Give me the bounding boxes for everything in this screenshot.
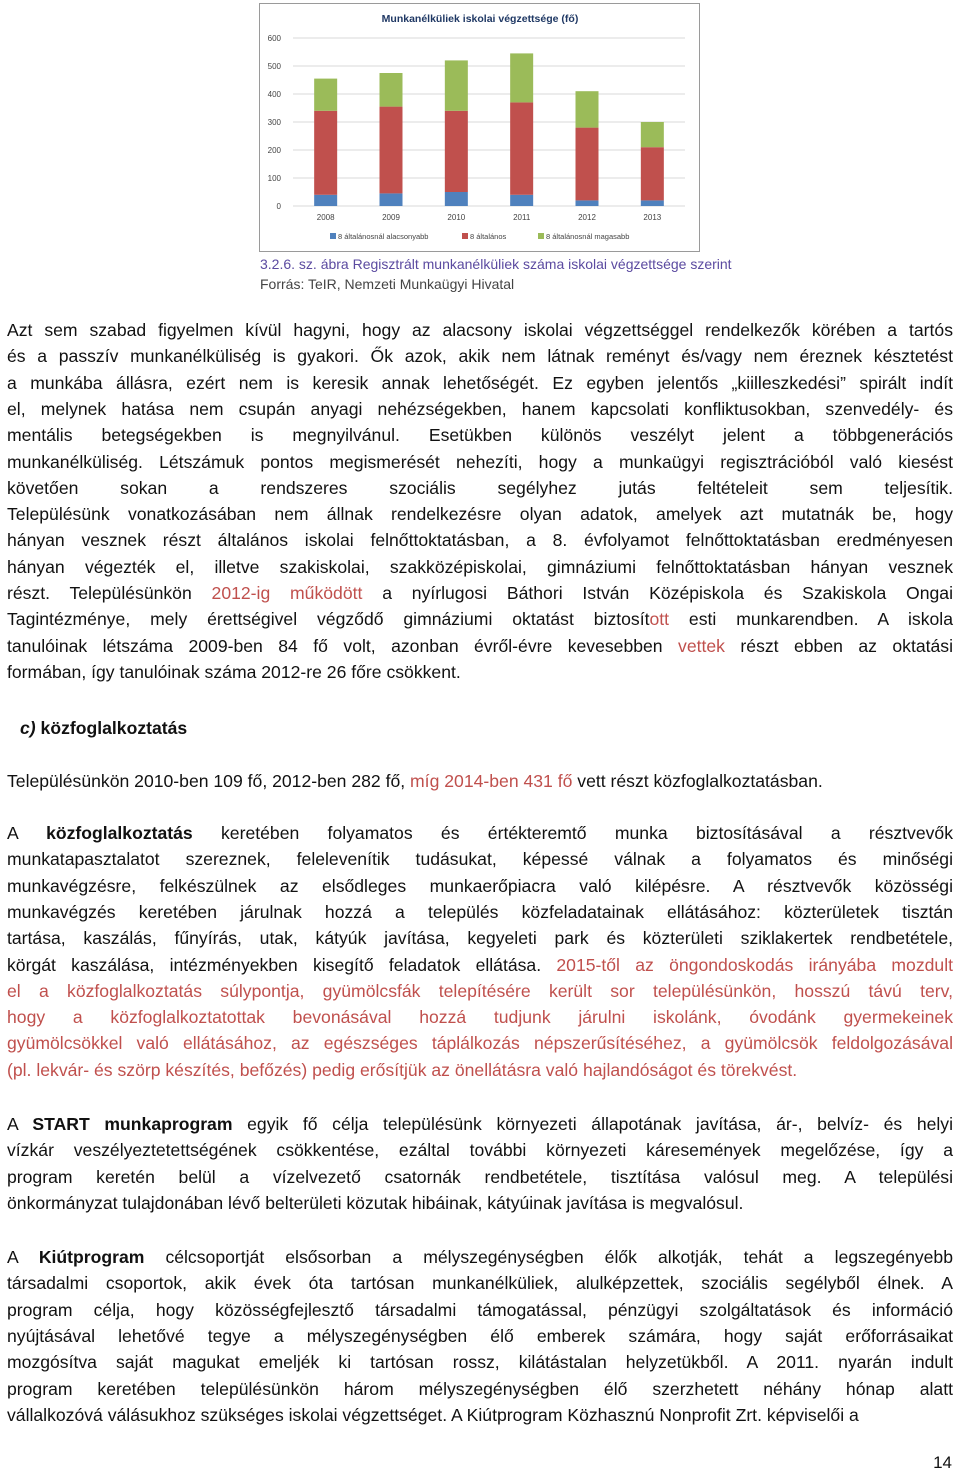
figure-caption: 3.2.6. sz. ábra Regisztrált munkanélküliek száma iskolai végzettsége szerint bbox=[260, 256, 732, 272]
x-tick-label: 2012 bbox=[578, 213, 596, 222]
text-run: program célja, hogy közösségfejlesztő társadalmi támogatással, pénzügyi szolgáltatások és információ bbox=[7, 1299, 953, 1320]
text-line bbox=[7, 1402, 953, 1428]
text-run: a nyírlugosi Báthori István Középiskola és Szakiskola Ongai bbox=[362, 583, 953, 603]
text-line bbox=[7, 1137, 953, 1163]
text-line bbox=[7, 1270, 953, 1296]
bar-segment-2011-s0 bbox=[510, 195, 533, 206]
text-line bbox=[7, 899, 953, 925]
text-run: hányan vesznek részt általános iskolai felnőttoktatásban, a 8. évfolyamot felnőttoktatásban eredményesen bbox=[7, 530, 953, 551]
bar-segment-2008-s0 bbox=[314, 195, 337, 206]
y-tick-label: 0 bbox=[276, 202, 281, 211]
text-run: munkanélküliség. Létszámuk pontos megismerését nehezíti, hogy a munkaügyi regisztrációból való kiesést bbox=[7, 451, 953, 472]
text-line bbox=[7, 317, 953, 343]
text-line bbox=[7, 1349, 953, 1375]
bar-segment-2013-s2 bbox=[641, 122, 664, 147]
text-line bbox=[7, 422, 953, 448]
text-run: társadalmi csoportok, akik évek óta tartósan munkanélküliek, alulképzettek, szociális segélyből élnek. A bbox=[7, 1273, 953, 1294]
text-run: nyújtásával lehetővé tegye a mélyszegénységben élő emberek számára, hogy saját erőforrásaikat bbox=[7, 1325, 953, 1346]
text-line bbox=[7, 768, 953, 794]
text-line bbox=[7, 873, 953, 899]
text-line bbox=[7, 846, 953, 872]
text-run: körgát kaszálása, intézményekben kisegítő feladatok ellátása. bbox=[7, 954, 557, 975]
text-run: esti munkarendben. A iskola bbox=[669, 609, 953, 630]
text-line bbox=[7, 978, 953, 1004]
bar-segment-2013-s1 bbox=[641, 147, 664, 200]
text-line bbox=[7, 370, 953, 396]
text-run: Kiútprogram bbox=[38, 1247, 145, 1267]
bar-segment-2008-s2 bbox=[314, 79, 337, 111]
text-run: munkatapasztalatot szereznek, felelevenítik tudásukat, képessé válnak a folyamatos és minőségi bbox=[7, 849, 953, 870]
legend-swatch bbox=[538, 233, 544, 239]
x-tick-label: 2009 bbox=[382, 213, 400, 222]
legend-label: 8 általánosnál alacsonyabb bbox=[338, 232, 429, 241]
text-line bbox=[7, 925, 953, 951]
text-run: a munkába állásra, ezért nem is keresik annak lehetőségét. Ez egyben jelentős „kiilleszkedési” spirált indít bbox=[7, 372, 953, 393]
text-run: 2012-ig működött bbox=[211, 583, 363, 603]
bar-segment-2012-s2 bbox=[576, 91, 599, 127]
text-line bbox=[7, 449, 953, 475]
section-heading-kozfoglalkoztatas bbox=[20, 715, 187, 741]
text-line bbox=[7, 396, 953, 422]
text-run: munkavégzésre, felkészülnek az elsődleges munkaerőpiacra való kilépésre. A résztvevők közösségi bbox=[7, 875, 953, 896]
text-run: munkavégzés keretében járulnak hozzá a település közfeladatainak ellátásához: közterületek tisztán bbox=[7, 901, 953, 922]
text-line bbox=[7, 820, 953, 846]
y-tick-label: 200 bbox=[267, 146, 281, 155]
y-tick-label: 600 bbox=[267, 34, 281, 43]
text-line bbox=[7, 527, 953, 553]
text-run: vállalkozóvá válásukhoz szükséges iskolai végzettséget. A Kiútprogram Közhasznú Nonprofit Zrt. képviselői a bbox=[7, 1404, 859, 1425]
text-run: míg 2014-ben 431 fő bbox=[410, 771, 573, 791]
text-run: közfoglalkoztatás bbox=[46, 823, 193, 843]
legend-label: 8 általánosnál magasabb bbox=[546, 232, 630, 241]
text-run: mozgósítva saját magukat emeljék ki tartósan rossz, kilátástalan helyzetükből. A 2011. nyarán indult bbox=[7, 1352, 953, 1373]
y-tick-label: 100 bbox=[267, 174, 281, 183]
y-tick-label: 300 bbox=[267, 118, 281, 127]
text-run: vízkár veszélyeztetettségének csökkentése, ezáltal további környezeti káresemények megelőzése, így a bbox=[7, 1140, 953, 1161]
chart-figure bbox=[259, 3, 700, 252]
text-run: tartása, kaszálás, fűnyírás, utak, kátyúk javítása, kegyeleti park és közterületi sziklakertek rendbetétele, bbox=[7, 928, 953, 949]
text-line bbox=[7, 952, 953, 978]
stacked-bar-chart bbox=[260, 4, 701, 253]
text-line bbox=[7, 1111, 953, 1137]
y-tick-label: 400 bbox=[267, 90, 281, 99]
text-run: célcsoportját elsősorban a mélyszegénységben élők alkotják, tehát a legszegényebb bbox=[144, 1247, 954, 1267]
text-run: részt. Településünkön bbox=[7, 583, 212, 603]
bar-segment-2009-s0 bbox=[380, 193, 403, 206]
bar-segment-2008-s1 bbox=[314, 111, 337, 195]
text-line bbox=[7, 606, 953, 632]
text-line bbox=[7, 1376, 953, 1402]
section-title: közfoglalkoztatás bbox=[35, 718, 188, 738]
bar-segment-2010-s0 bbox=[445, 192, 468, 206]
text-run: ott bbox=[649, 609, 670, 630]
text-run: program keretén belül a vízelvezető csatornák rendbetétele, tisztítása valósul meg. A települési bbox=[7, 1166, 953, 1187]
text-line bbox=[7, 501, 953, 527]
text-line bbox=[7, 580, 953, 606]
text-run: (pl. lekvár- és szörp készítés, befőzés) pedig erősítjük az önellátásra való hajlandóságot és törekvést. bbox=[7, 1059, 798, 1080]
text-run: el a közfoglalkoztatás súlypontja, gyümölcsfák telepítésére került sor településünkön, hosszú távú terv, bbox=[7, 980, 953, 1001]
text-line bbox=[7, 1297, 953, 1323]
section-letter: c) bbox=[20, 718, 36, 738]
text-run: önkormányzat tulajdonában lévő belterületi közutak hibáinak, kátyúinak javítása is megvalósul. bbox=[7, 1192, 744, 1213]
text-line bbox=[7, 1190, 953, 1216]
text-run: Tagintézménye, mely érettségivel végződő gimnáziumi oktatást biztosít bbox=[7, 609, 650, 630]
text-run: Településünk vonatkozásában nem állnak rendelkezésre olyan adatok, amelyek azt mutatnák be, hogy bbox=[7, 504, 953, 525]
x-tick-label: 2013 bbox=[643, 213, 662, 222]
chart-title: Munkanélküliek iskolai végzettsége (fő) bbox=[381, 13, 579, 25]
bar-segment-2009-s1 bbox=[380, 107, 403, 194]
text-run: tanulóinak létszáma 2009-ben 84 fő volt, azonban évről-évre kevesebben bbox=[7, 635, 679, 656]
text-line bbox=[7, 1057, 953, 1083]
text-run: és a passzív munkanélküliség is gyakori. Ők azok, akik nem látnak reményt és/vagy nem éreznek késztetést bbox=[7, 346, 953, 367]
text-run: hogy a közfoglalkoztatottak bevonásával hozzá tudjunk járulni iskolánk, óvodánk gyermekeinek bbox=[7, 1007, 953, 1028]
x-tick-label: 2010 bbox=[447, 213, 466, 222]
bar-segment-2011-s1 bbox=[510, 102, 533, 194]
text-run: formában, így tanulóinak száma 2012-re 26 főre csökkent. bbox=[7, 661, 461, 682]
text-run: mentális betegségekben is megnyilvánul. Esetükben különös veszélyt jelent a többgenerációs bbox=[7, 425, 953, 446]
text-run: A bbox=[7, 1114, 33, 1134]
bar-segment-2010-s1 bbox=[445, 111, 468, 192]
text-run: 2015-től az öngondoskodás irányába mozdult bbox=[556, 954, 953, 975]
x-tick-label: 2008 bbox=[316, 213, 335, 222]
text-line bbox=[7, 1244, 953, 1270]
figure-source: Forrás: TeIR, Nemzeti Munkaügyi Hivatal bbox=[260, 276, 515, 292]
legend-swatch bbox=[330, 233, 336, 239]
text-line bbox=[7, 659, 953, 685]
bar-segment-2010-s2 bbox=[445, 60, 468, 110]
text-line bbox=[7, 1164, 953, 1190]
text-run: vettek bbox=[678, 635, 725, 656]
bar-segment-2009-s2 bbox=[380, 73, 403, 107]
text-run: Azt sem szabad figyelmen kívül hagyni, hogy az alacsony iskolai végzettséggel rendelkezők körében a tartós bbox=[7, 320, 953, 340]
bar-segment-2013-s0 bbox=[641, 200, 664, 206]
x-tick-label: 2011 bbox=[513, 213, 531, 222]
text-run: hányan végezték el, illetve szakiskolai, szakközépiskolai, gimnáziumi felnőttoktatásban hányan vesznek bbox=[7, 556, 953, 577]
text-run: követően sokan a rendszeres szociális segélyhez jutás feltételeit sem teljesítik. bbox=[7, 477, 953, 498]
legend-label: 8 általános bbox=[470, 232, 507, 241]
text-line bbox=[7, 633, 953, 659]
text-line bbox=[7, 1030, 953, 1056]
bar-segment-2012-s0 bbox=[576, 200, 599, 206]
text-line bbox=[7, 475, 953, 501]
text-run: gyümölcsökkel való ellátásához, az egészséges táplálkozás népszerűsítéséhez, a gyümölcsök feldolgozásával bbox=[7, 1033, 953, 1054]
text-line bbox=[7, 1004, 953, 1030]
text-line bbox=[7, 343, 953, 369]
text-run: el, melynek hatása nem csupán anyagi nehézségekben, hanem kapcsolati konfliktusokban, szenvedély- és bbox=[7, 398, 953, 419]
text-run: START munkaprogram bbox=[32, 1114, 233, 1134]
text-run: A bbox=[7, 1247, 39, 1267]
text-run: A bbox=[7, 823, 47, 843]
text-run: Településünkön 2010-ben 109 fő, 2012-ben 282 fő, bbox=[7, 771, 411, 791]
text-line bbox=[7, 1323, 953, 1349]
bar-segment-2011-s2 bbox=[510, 53, 533, 102]
text-run: vett részt közfoglalkoztatásban. bbox=[572, 771, 823, 791]
text-run: program keretében településünkön három mélyszegénységben élő szerzhetett néhány hónap alatt bbox=[7, 1378, 953, 1399]
text-run: részt ebben az oktatási bbox=[724, 635, 953, 656]
page-number: 14 bbox=[933, 1453, 952, 1472]
legend-swatch bbox=[462, 233, 468, 239]
text-run: keretében folyamatos és értékteremtő munka biztosításával a résztvevők bbox=[192, 823, 953, 843]
y-tick-label: 500 bbox=[267, 62, 281, 71]
text-line bbox=[7, 554, 953, 580]
text-run: egyik fő célja településünk környezeti állapotának javítása, ár-, belvíz- és helyi bbox=[232, 1114, 954, 1134]
bar-segment-2012-s1 bbox=[576, 128, 599, 201]
